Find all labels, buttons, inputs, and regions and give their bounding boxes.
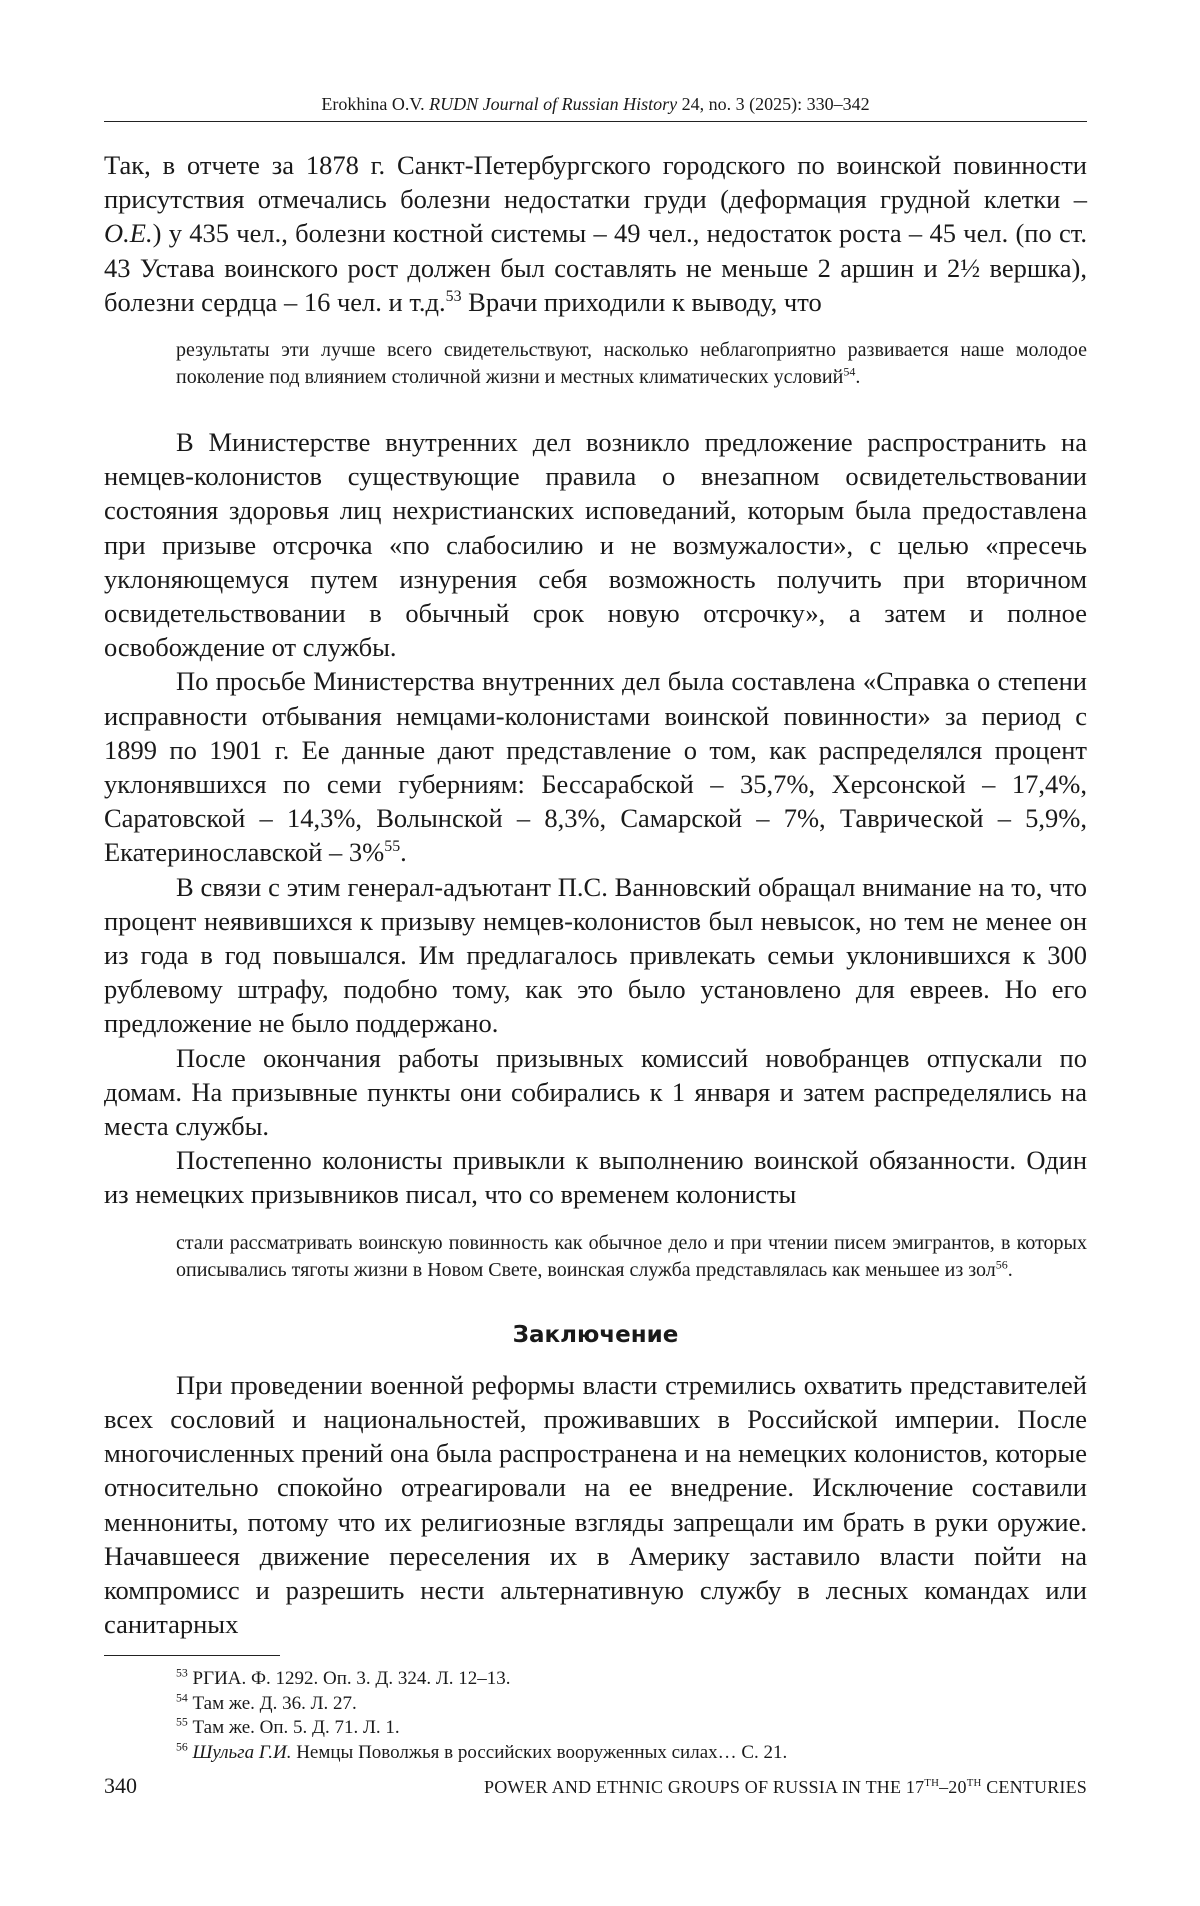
- header-rule: [104, 121, 1087, 122]
- footnote-54: $^{54}$ Там же. Д. 36. Л. 27.: [176, 1691, 357, 1714]
- header-issue: 24, no. 3 (2025): 330–342: [681, 94, 870, 114]
- footnote-55: $^{55}$ Там же. Оп. 5. Д. 71. Л. 1.: [176, 1715, 400, 1738]
- footer-title: POWER AND ETHNIC GROUPS OF RUSSIA IN THE 17TH–20TH CENTURIES: [483, 1777, 1087, 1797]
- paragraph-5: После окончания работы призывных комиссий новобранцев отпускали по домам. На призывные пункты они собирались к 1 января и затем распределялись на места службы.: [104, 1042, 1087, 1142]
- section-heading: Заключение: [512, 1321, 679, 1348]
- footnote-ref-56[interactable]: 56: [995, 1257, 1008, 1272]
- footnote-rule: [104, 1655, 280, 1656]
- article-body: [104, 148, 1087, 1641]
- header-journal: RUDN Journal of Russian History: [429, 94, 678, 114]
- header-author: Erokhina O.V.: [321, 94, 425, 114]
- footnote-ref-55[interactable]: 55: [384, 838, 401, 856]
- running-head: [104, 92, 1087, 116]
- block-quote-2: стали рассматривать воинскую повинность как обычное дело и при чтении писем эмигрантов, в которых описывались тяготы жизни в Новом Свете, воинская служба представлялась как меньшее из зол$^{56}$.: [176, 1231, 1087, 1281]
- footnote-53: $^{53}$ РГИА. Ф. 1292. Оп. 3. Д. 324. Л. 12–13.: [176, 1666, 511, 1689]
- footnote-56: $^{56}$ Шульга Г.И. Немцы Поволжья в российских вооруженных силах… С. 21.: [176, 1740, 788, 1763]
- paragraph-7: При проведении военной реформы власти стремились охватить представителей всех сословий и национальностей, проживавших в Российской империи. После многочисленных прений она была распространена и на немецких колонистов, которые относительно спокойно отреагировали на ее внедрение. Исключение составили меннониты, потому что их религиозные взгляды запрещали им брать в руки оружие. Начавшееся движение переселения их в Америку заставило власти пойти на компромисс и разрешить нести альтернативную службу в лесных командах или санитарных: [104, 1369, 1087, 1640]
- paragraph-3: По просьбе Министерства внутренних дел была составлена «Справка о степени исправности отбывания немцами-колонистами воинской повинности» за период с 1899 по 1901 г. Ее данные дают представление о том, как распределялся процент уклонявшихся по семи губерниям: Бессарабской – 35,7%, Херсонской – 17,4%, Саратовской – 14,3%, Волынской – 8,3%, Самарской – 7%, Таврической – 5,9%, Екатеринославской – 3%$^{55}$.: [104, 666, 1087, 868]
- block-quote-1: результаты эти лучше всего свидетельствуют, насколько неблагоприятно развивается наше молодое поколение под влиянием столичной жизни и местных климатических условий$^{54}$.: [176, 339, 1087, 389]
- author-initials: О.Е.: [104, 218, 153, 249]
- page-number: 340: [104, 1773, 137, 1798]
- paragraph-6: Постепенно колонисты привыкли к выполнению воинской обязанности. Один из немецких призывников писал, что со временем колонисты: [104, 1145, 1087, 1210]
- footnotes: [176, 1667, 1087, 1765]
- footnote-ref-54[interactable]: 54: [843, 364, 856, 379]
- footnote-ref-53[interactable]: 53: [445, 287, 462, 305]
- paragraph-1: Так, в отчете за 1878 г. Санкт-Петербургского городского по воинской повинности присутствия отмечались болезни недостатки груди (деформация грудной клетки – О.Е.) у 435 чел., болезни костной системы – 49 чел., недостаток роста – 45 чел. (по ст. 43 Устава воинского рост должен был составлять не меньше 2 аршин и 2½ вершка), болезни сердца – 16 чел. и т.д.$^{53}$ Врачи приходили к выводу, что: [104, 150, 1087, 317]
- paragraph-2: В Министерстве внутренних дел возникло предложение распространить на немцев-колонистов существующие правила о внезапном освидетельствовании состояния здоровья лиц нехристианских исповеданий, которым была предоставлена при призыве отсрочка «по слабосилию и не возмужалости», с целью «пресечь уклоняющемуся путем изнурения себя возможность получить при вторичном освидетельствовании в обычный срок новую отсрочку», а затем и полное освобождение от службы.: [104, 427, 1087, 663]
- paragraph-4: В связи с этим генерал-адъютант П.С. Ванновский обращал внимание на то, что процент неявившихся к призыву немцев-колонистов был невысок, но тем не менее он из года в год повышался. Им предлагалось привлекать семьи уклонившихся к 300 рублевому штрафу, подобно тому, как это было установлено для евреев. Но его предложение не было поддержано.: [104, 871, 1087, 1039]
